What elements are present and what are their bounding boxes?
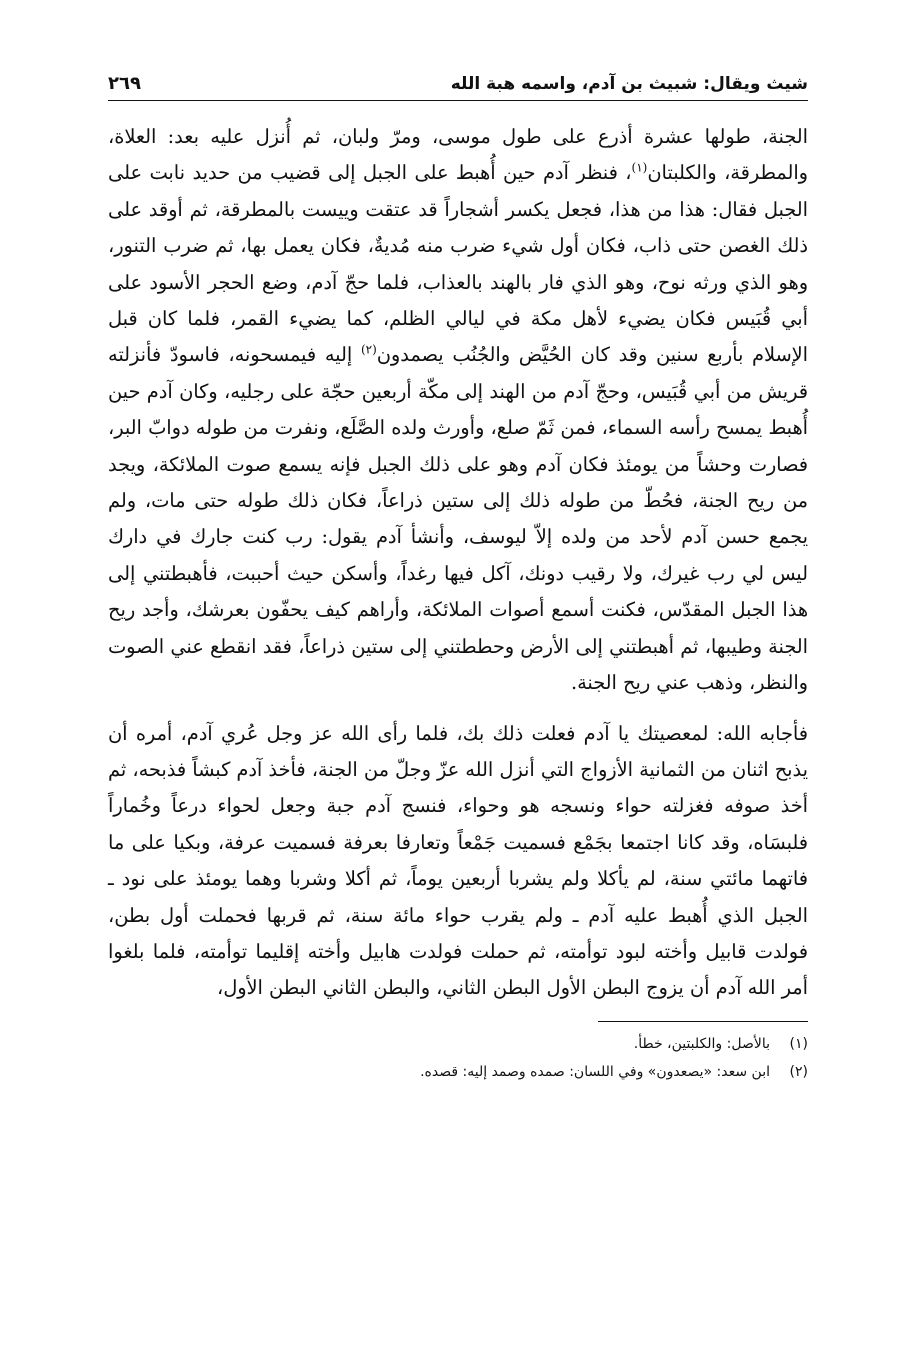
paragraph-1	[108, 119, 808, 702]
footnote-ref-1: (١)	[631, 160, 648, 175]
main-text	[108, 119, 808, 1007]
running-title: شيث ويقال: شبيث بن آدم، واسمه هبة الله	[450, 74, 808, 94]
page-number: ٢٦٩	[108, 73, 141, 94]
footnote-1	[108, 1030, 808, 1058]
paragraph-1-part-2: ، فنظر آدم حين أُهبط على الجبل إلى قضيب من حديد نابت على الجبل فقال: هذا من هذا، فجعل يكسر أشجاراً قد عتقت وييست بالمطرقة، ثم أوقد على ذلك الغصن حتى ذاب، فكان أول شيء ضرب منه مُديةٌ، فكان يعمل بها، ثم ضرب التنور، وهو الذي ورثه نوح، وهو الذي فار بالهند بالعذاب، فلما حجّ آدم، وضع الحجر الأسود على أبي قُبَيس فكان يضيء لأهل مكة في ليالي الظلم، كما يضيء القمر، فلما كان قبل الإسلام بأربع سنين وقد كان الحُيَّض والجُنُب يصمدون	[108, 161, 808, 367]
footnote-1-number: (١)	[789, 1035, 808, 1052]
book-page	[108, 66, 808, 1086]
paragraph-1-part-3: إليه فيمسحونه، فاسودّ فأنزلته قريش من أبي قُبَيس، وحجّ آدم من الهند إلى مكّة أربعين حجّة على رجليه، وكان آدم حين أُهبط يمسح رأسه السماء، فمن ثَمّ صلع، وأورث ولده الصَّلَع، ونفرت من طوله دوابّ البر، فصارت وحشاً من يومئذ فكان آدم وهو على ذلك الجبل فإنه يسمع صوت الملائكة، ويجد من ريح الجنة، فحُطّ من طوله ذلك إلى ستين ذراعاً، فكان ذلك طوله حتى مات، ولم يجمع حسن آدم لأحد من ولده إلاّ ليوسف، وأنشأ آدم يقول: رب كنت جارك في دارك ليس لي رب غيرك، ولا رقيب دونك، آكل فيها رغداً، وأسكن حيث أحببت، فأهبطتني إلى هذا الجبل المقدّس، فكنت أسمع أصوات الملائكة، وأراهم كيف يحفّون بعرشك، وأجد ريح الجنة وطيبها، ثم أهبطتني إلى الأرض وحططتني إلى ستين ذراعاً، فقد انقطع عني الصوت والنظر، وذهب عني ريح الجنة.	[108, 343, 808, 695]
footnote-divider	[598, 1021, 808, 1022]
footnotes	[108, 1030, 808, 1086]
paragraph-2: فأجابه الله: لمعصيتك يا آدم فعلت ذلك بك، فلما رأى الله عز وجل عُري آدم، أمره أن يذبح اثنان من الثمانية الأزواج التي أنزل الله عزّ وجلّ من الجنة، فأخذ آدم كبشاً فذبحه، ثم أخذ صوفه فغزلته حواء ونسجه هو وحواء، فنسج آدم جبة وجعل لحواء درعاً وخُماراً فلبسَاه، وقد كانا اجتمعا بجَمْع فسميت جَمْعاً وتعارفا بعرفة فسميت عرفة، وبكيا على ما فاتهما مائتي سنة، لم يأكلا ولم يشربا أربعين يوماً، ثم أكلا وشربا وهما يومئذ على نود ـ الجبل الذي أُهبط عليه آدم ـ ولم يقرب حواء مائة سنة، ثم قربها فحملت أول بطن، فولدت قابيل وأخته لبود توأمته، ثم حملت فولدت هابيل وأخته إقليما توأمته، فلما بلغوا أمر الله آدم أن يزوج البطن الأول البطن الثاني، والبطن الثاني البطن الأول،	[108, 721, 808, 1000]
paragraph-1-part-1: الجنة، طولها عشرة أذرع على طول موسى، ومرّ ولبان، ثم أُنزل عليه بعد: العلاة، والمطرقة، والكلبتان	[108, 125, 808, 185]
footnote-2-number: (٢)	[789, 1063, 808, 1080]
footnote-1-text: بالأصل: والكلبتين، خطأ.	[633, 1035, 770, 1052]
footnote-2-text: ابن سعد: «يصعدون» وفي اللسان: صمده وصمد إليه: قصده.	[420, 1063, 770, 1080]
footnote-2	[108, 1058, 808, 1086]
page-header	[108, 66, 808, 101]
footnote-ref-2: (٢)	[360, 343, 377, 358]
